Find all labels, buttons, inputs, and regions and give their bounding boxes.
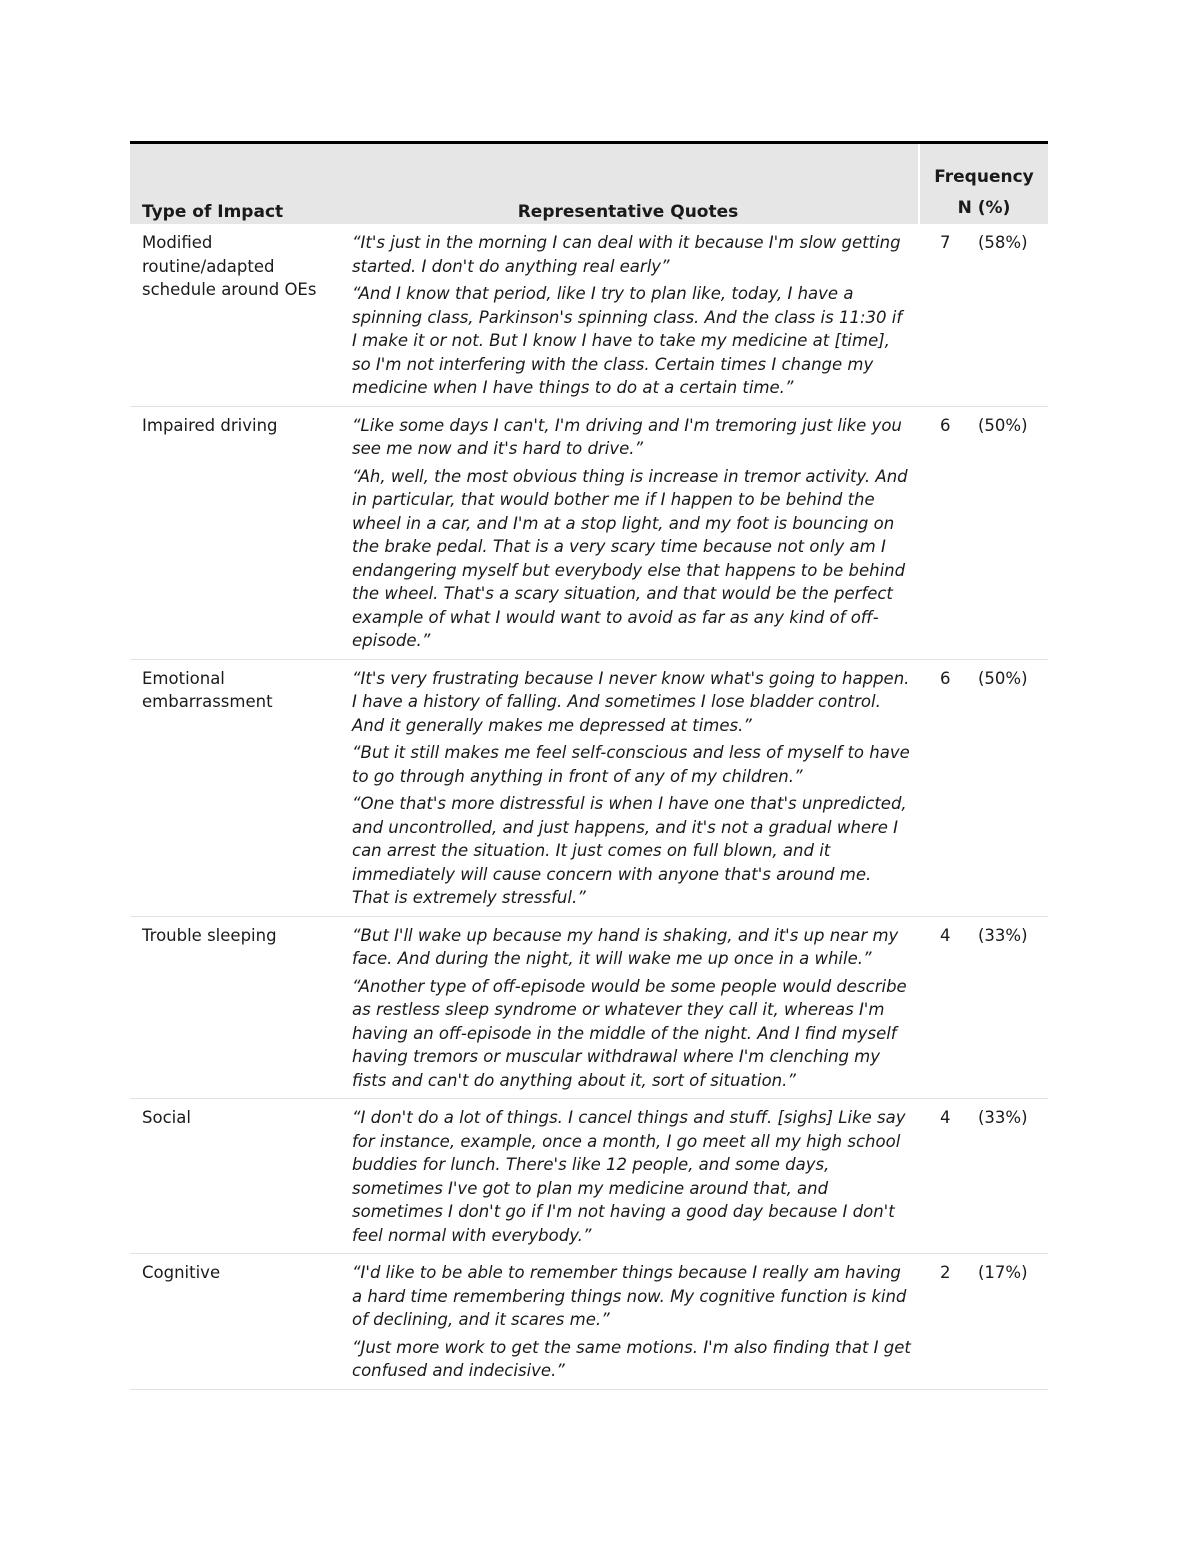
table-header <box>130 144 1048 224</box>
frequency-cell <box>918 1261 1048 1387</box>
representative-quote: “I don't do a lot of things. I cancel things and stuff. [sighs] Like say for instance, example, once a month, I go meet all my high school buddies for lunch. There's like 12 people, and some days, sometimes I've got to plan my medicine around that, and sometimes I don't go if I'm not having a good day because I don't feel normal with everybody.” <box>352 1108 906 1245</box>
representative-quote: “But I'll wake up because my hand is shaking, and it's up near my face. And during the night, it will wake me up once in a while.” <box>352 925 899 968</box>
table-row <box>130 407 1048 660</box>
frequency-percent: (17%) <box>978 1263 1028 1282</box>
frequency-count: 6 <box>940 668 951 688</box>
frequency-percent: (33%) <box>978 1108 1028 1127</box>
table-row <box>130 224 1048 407</box>
table-row <box>130 1254 1048 1390</box>
frequency-cell <box>918 414 1048 657</box>
representative-quote: “Like some days I can't, I'm driving and I'm tremoring just like you see me now and it's hard to drive.” <box>352 415 902 458</box>
frequency-count: 4 <box>940 1108 951 1127</box>
header-frequency-label: Frequency <box>934 167 1034 187</box>
quotes-cell <box>338 1261 918 1387</box>
table-row <box>130 917 1048 1100</box>
representative-quote: “But it still makes me feel self-conscious and less of myself to have to go through anything in front of any of my children.” <box>352 743 910 786</box>
impact-type-cell: Modified routine/adapted schedule around OEs <box>142 233 317 299</box>
impact-table <box>130 141 1048 1390</box>
impact-type-cell: Emotional embarrassment <box>142 668 273 711</box>
representative-quote: “Ah, well, the most obvious thing is increase in tremor activity. And in particular, that would bother me if I happen to be behind the wheel in a car, and I'm at a stop light, and my foot is bouncing on the brake pedal. That is a very scary time because not only am I endangering myself but everybody else that happens to be behind the wheel. That's a scary situation, and that would be the perfect example of what I would want to avoid as far as any kind of off-episode.” <box>352 466 908 650</box>
quotes-cell <box>338 1106 918 1251</box>
header-frequency <box>918 144 1048 224</box>
quotes-cell <box>338 924 918 1097</box>
representative-quote: “Just more work to get the same motions. I'm also finding that I get confused and indecisive.” <box>352 1337 911 1380</box>
impact-type-cell: Social <box>142 1108 191 1127</box>
frequency-cell <box>918 231 1048 404</box>
representative-quote: “Another type of off-episode would be some people would describe as restless sleep syndrome or whatever they call it, whereas I'm having an off-episode in the middle of the night. And I find myself having tremors or muscular withdrawal where I'm clenching my fists and can't do anything about it, sort of situation.” <box>352 976 907 1090</box>
frequency-percent: (50%) <box>978 668 1028 688</box>
frequency-cell <box>918 924 1048 1097</box>
impact-type-cell: Cognitive <box>142 1263 221 1282</box>
table-row <box>130 1099 1048 1254</box>
frequency-count: 7 <box>940 233 951 252</box>
frequency-count: 6 <box>940 415 951 435</box>
frequency-percent: (33%) <box>978 925 1028 945</box>
representative-quote: “It's very frustrating because I never know what's going to happen. I have a history of falling. And sometimes I lose bladder control. And it generally makes me depressed at times.” <box>352 668 910 735</box>
quotes-cell <box>338 667 918 914</box>
impact-type-cell: Impaired driving <box>142 415 278 435</box>
table-row <box>130 660 1048 917</box>
representative-quote: “I'd like to be able to remember things because I really am having a hard time remembering things now. My cognitive function is kind of declining, and it scares me.” <box>352 1263 907 1329</box>
quotes-cell <box>338 231 918 404</box>
quotes-cell <box>338 414 918 657</box>
representative-quote: “And I know that period, like I try to plan like, today, I have a spinning class, Parkinson's spinning class. And the class is 11:30 if I make it or not. But I know I have to take my medicine at [time], so I'm not interfering with the class. Certain times I change my medicine when I have things to do at a certain time.” <box>352 284 903 397</box>
frequency-percent: (50%) <box>978 415 1028 435</box>
representative-quote: “One that's more distressful is when I have one that's unpredicted, and uncontrolled, and just happens, and it's not a gradual where I can arrest the situation. It just comes on full blown, and it immediately will cause concern with anyone that's around me. That is extremely stressful.” <box>352 794 907 907</box>
representative-quote: “It's just in the morning I can deal with it because I'm slow getting started. I don't do anything real early” <box>352 233 901 276</box>
frequency-cell <box>918 1106 1048 1251</box>
frequency-percent: (58%) <box>978 233 1028 252</box>
header-type-of-impact: Type of Impact <box>142 202 284 222</box>
header-frequency-unit: N (%) <box>957 198 1011 218</box>
frequency-count: 2 <box>940 1263 951 1282</box>
impact-type-cell: Trouble sleeping <box>142 925 277 945</box>
table-body <box>130 224 1048 1390</box>
frequency-cell <box>918 667 1048 914</box>
frequency-count: 4 <box>940 925 951 945</box>
header-representative-quotes: Representative Quotes <box>517 202 739 222</box>
